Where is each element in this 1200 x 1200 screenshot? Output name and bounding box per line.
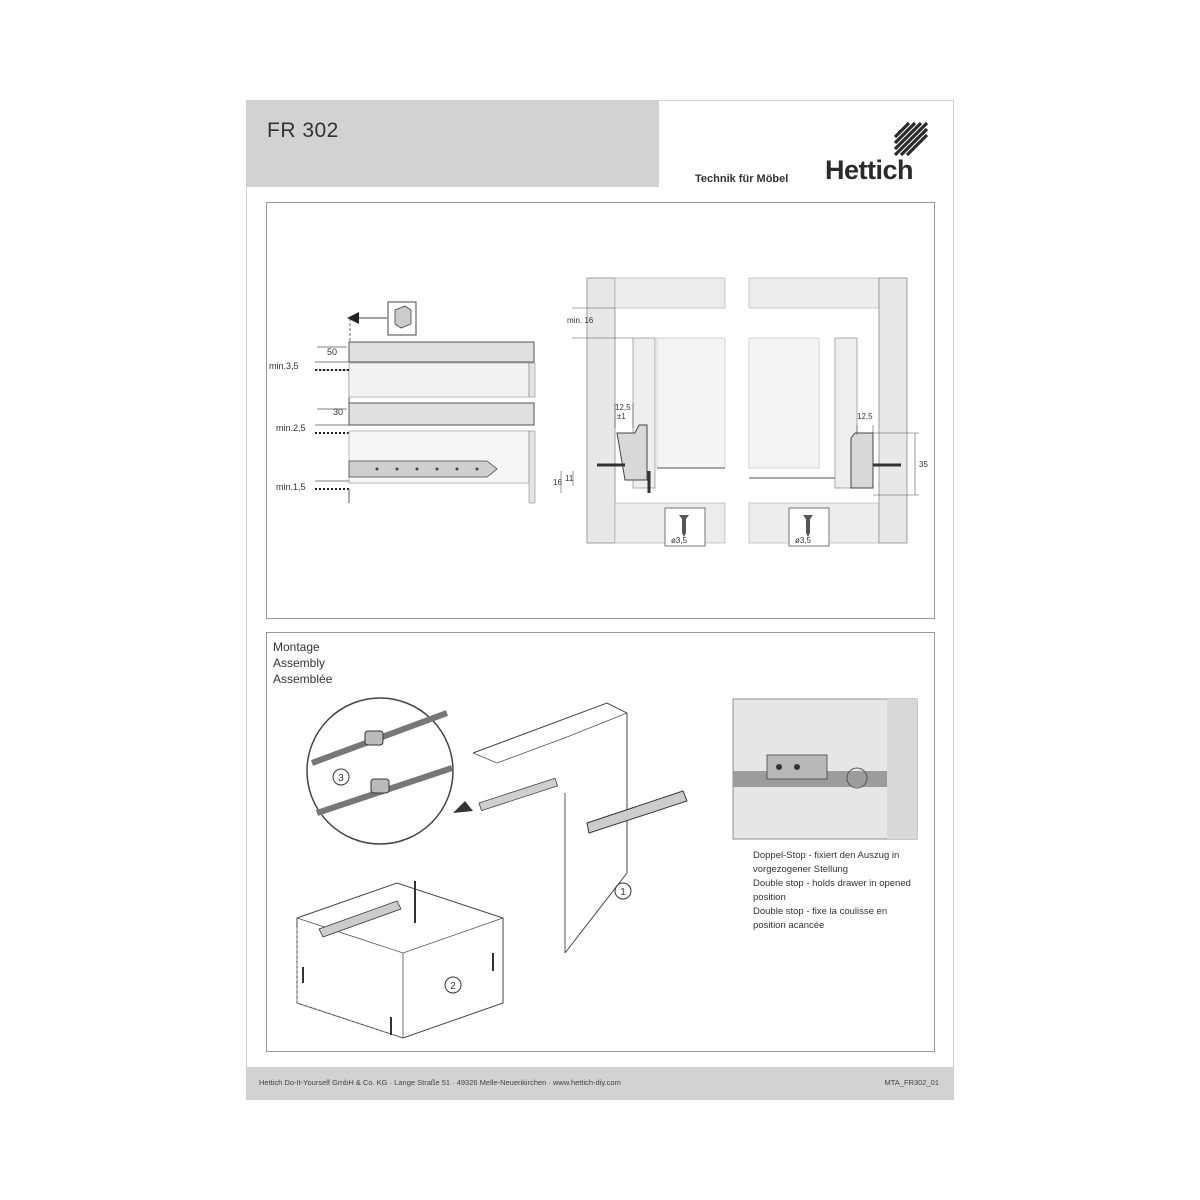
header-bar	[247, 101, 659, 187]
cabinet-rail	[479, 778, 558, 810]
right-rail-profile	[851, 433, 873, 488]
caption-line: Doppel-Stop - fixiert den Auszug in	[753, 850, 900, 861]
hettich-logo	[825, 121, 935, 191]
dim-right-offset: 12,5	[857, 412, 873, 421]
footer-bar	[247, 1067, 953, 1099]
dim-min-side: min. 16	[567, 316, 594, 325]
dim-mid-gap: 30	[333, 407, 344, 417]
double-stop-caption	[753, 849, 933, 933]
dim-top-gap: 50	[327, 347, 338, 357]
left-rail-profile	[617, 425, 647, 480]
middle-panel	[349, 403, 534, 425]
screw-right-label: ø3,5	[795, 536, 812, 545]
dim-left-tolerance: ±1	[617, 412, 626, 421]
caption-line: Double stop - holds drawer in opened	[753, 878, 911, 889]
caption-line: position acancée	[753, 920, 825, 931]
dim-height-16: 16	[553, 478, 562, 487]
footer-address: Hettich Do-It-Yourself GmbH & Co. KG · Lange Straße 51 · 49326 Melle-Neuenkirchen · www.hettich-diy.com	[259, 1078, 621, 1087]
dim-min-mid: min.2,5	[276, 423, 306, 433]
upper-panel	[349, 342, 534, 362]
dimension-drawing	[267, 203, 934, 618]
caption-line: position	[753, 892, 786, 903]
drawer-rail-1	[587, 791, 687, 833]
assembly-panel	[266, 632, 935, 1052]
label-fr: Assemblée	[273, 672, 333, 686]
dim-height-35: 35	[919, 460, 928, 469]
caption-line: Double stop - fixe la coulisse en	[753, 906, 888, 917]
runner-rail	[349, 461, 497, 477]
dimension-drawing-panel	[266, 202, 935, 619]
magnifier-pointer-icon	[453, 801, 473, 813]
brand-tagline: Technik für Möbel	[695, 173, 789, 185]
label-en: Assembly	[273, 656, 326, 670]
dim-min-top: min.3,5	[269, 361, 299, 371]
assembly-drawing	[267, 633, 934, 1051]
dim-min-low: min.1,5	[276, 482, 306, 492]
screw-left-label: ø3,5	[671, 536, 688, 545]
step-2-badge: 2	[450, 981, 456, 992]
dim-left-offset: 12,5	[615, 403, 631, 412]
dim-height-11: 11	[565, 474, 574, 483]
step-1-badge: 1	[620, 887, 626, 898]
right-side-panel	[879, 278, 907, 543]
logo-wordmark: Hettich	[825, 155, 914, 185]
step-3-badge: 3	[338, 773, 344, 784]
document-code: MTA_FR302_01	[884, 1078, 939, 1087]
caption-line: vorgezogener Stellung	[753, 864, 849, 875]
document-title: FR 302	[267, 119, 339, 142]
instruction-sheet	[246, 100, 954, 1100]
label-de: Montage	[273, 640, 320, 654]
pointer-arrow-icon	[347, 312, 359, 324]
